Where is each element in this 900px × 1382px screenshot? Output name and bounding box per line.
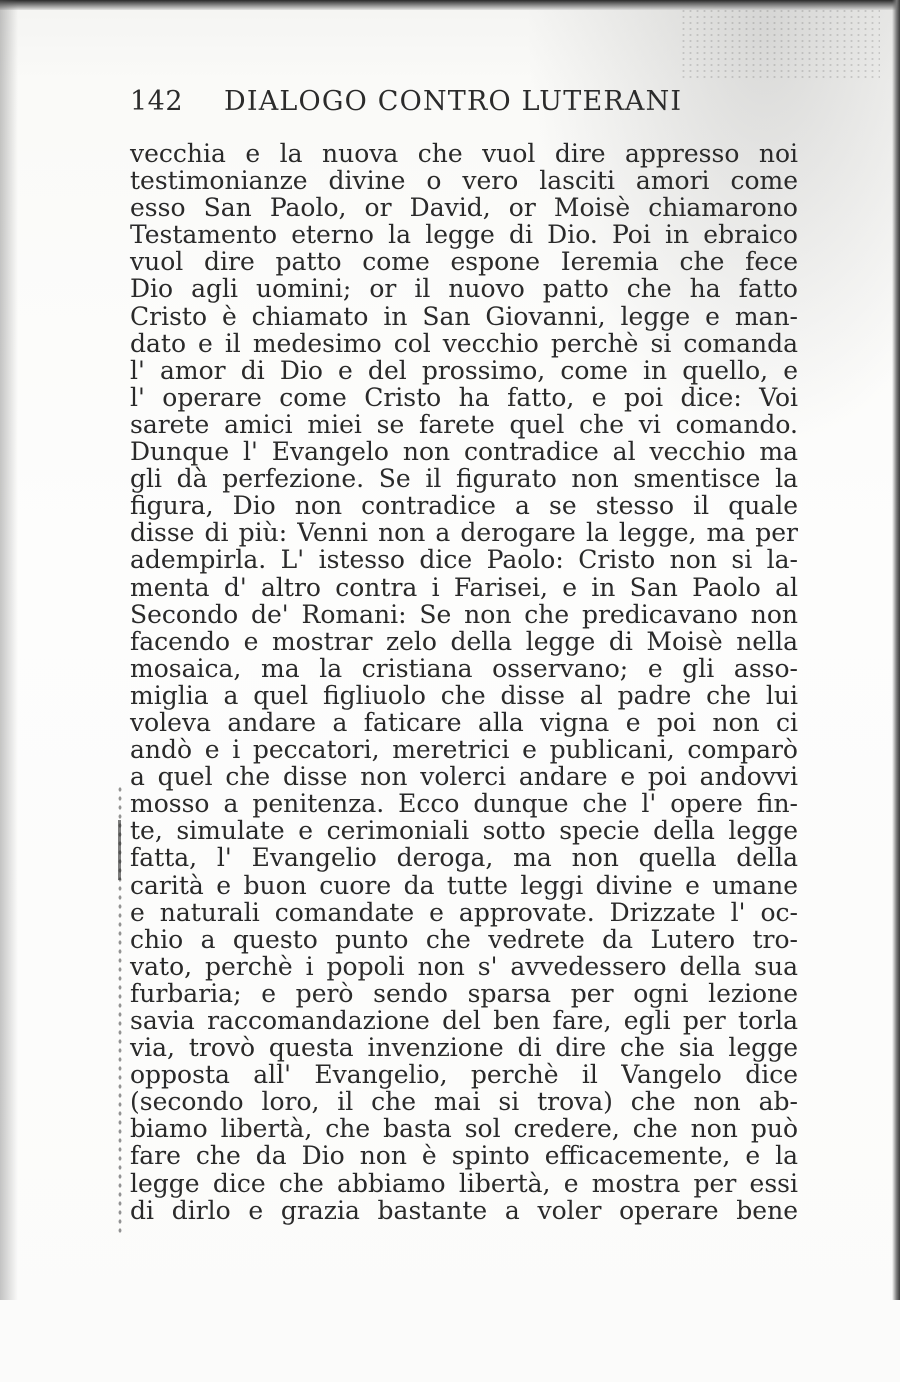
text-line: fare che da Dio non è spinto efficacemente, e la	[130, 1141, 798, 1171]
text-line: furbaria; e però sendo sparsa per ogni lezione	[130, 978, 798, 1008]
text-line: Dunque l' Evangelo non contradice al vecchio ma	[130, 437, 798, 467]
text-line: carità e buon cuore da tutte leggi divine e umane	[130, 870, 798, 900]
text-line: Testamento eterno la legge di Dio. Poi in ebraico	[130, 220, 798, 250]
text-line: biamo libertà, che basta sol credere, che non può	[130, 1114, 798, 1144]
text-line: figura, Dio non contradice a se stesso il quale	[130, 491, 798, 521]
text-line: e naturali comandate e approvate. Drizzate l' oc-	[130, 897, 798, 927]
text-line: opposta all' Evangelio, perchè il Vangelo dice	[130, 1060, 798, 1090]
text-line: testimonianze divine o vero lasciti amori come	[130, 166, 798, 196]
text-line: legge dice che abbiamo libertà, e mostra per essi	[130, 1168, 798, 1198]
text-line: esso San Paolo, or David, or Moisè chiamarono	[130, 193, 798, 223]
text-line: mosso a penitenza. Ecco dunque che l' opere fin-	[130, 789, 798, 819]
text-line: di dirlo e grazia bastante a voler operare bene	[130, 1195, 798, 1225]
text-line: facendo e mostrar zelo della legge di Moisè nella	[130, 626, 798, 656]
page-header	[130, 80, 750, 120]
scan-left-edge	[0, 0, 18, 1300]
text-line: (secondo loro, il che mai si trova) che non ab-	[130, 1087, 798, 1117]
text-line: vecchia e la nuova che vuol dire appresso noi	[130, 139, 798, 168]
text-line: l' amor di Dio e del prossimo, come in quello, e	[130, 355, 798, 385]
text-line: Cristo è chiamato in San Giovanni, legge e man-	[130, 301, 798, 331]
text-line: l' operare come Cristo ha fatto, e poi dice: Voi	[130, 382, 798, 412]
text-line: miglia a quel figliuolo che disse al padre che lui	[130, 680, 798, 710]
text-line: vuol dire patto come espone Ieremia che fece	[130, 247, 798, 277]
text-line: vato, perchè i popoli non s' avvedessero della sua	[130, 951, 798, 981]
margin-binding-bar	[118, 820, 121, 880]
text-line: menta d' altro contra i Farisei, e in San Paolo al	[130, 572, 798, 602]
page-number: 142	[130, 86, 184, 117]
text-line: disse di più: Venni non a derogare la legge, ma per	[130, 518, 798, 548]
text-line: te, simulate e cerimoniali sotto specie della legge	[130, 816, 798, 846]
text-line: gli dà perfezione. Se il figurato non smentisce la	[130, 464, 798, 494]
text-line: sarete amici miei se farete quel che vi comando.	[130, 409, 798, 439]
text-line: adempirla. L' istesso dice Paolo: Cristo non si la-	[130, 545, 798, 575]
scan-noise	[680, 8, 880, 78]
text-line: savia raccomandazione del ben fare, egli per torla	[130, 1006, 798, 1035]
running-title: DIALOGO CONTRO LUTERANI	[224, 86, 683, 117]
text-line: Dio agli uomini; or il nuovo patto che ha fatto	[130, 274, 798, 304]
body-text	[130, 140, 798, 1224]
text-line: a quel che disse non volerci andare e poi andovvi	[130, 762, 798, 792]
text-line: via, trovò questa invenzione di dire che sia legge	[130, 1033, 798, 1063]
text-line: andò e i peccatori, meretrici e publicani, comparò	[130, 735, 798, 765]
text-line: voleva andare a faticare alla vigna e poi non ci	[130, 707, 798, 737]
text-line: fatta, l' Evangelio deroga, ma non quella della	[130, 843, 798, 873]
text-line: Secondo de' Romani: Se non che predicavano non	[130, 599, 798, 629]
scan-right-edge	[892, 0, 900, 1300]
text-line: dato e il medesimo col vecchio perchè si comanda	[130, 328, 798, 358]
text-line: mosaica, ma la cristiana osservano; e gli asso-	[130, 653, 798, 683]
text-line: chio a questo punto che vedrete da Lutero tro-	[130, 924, 798, 954]
